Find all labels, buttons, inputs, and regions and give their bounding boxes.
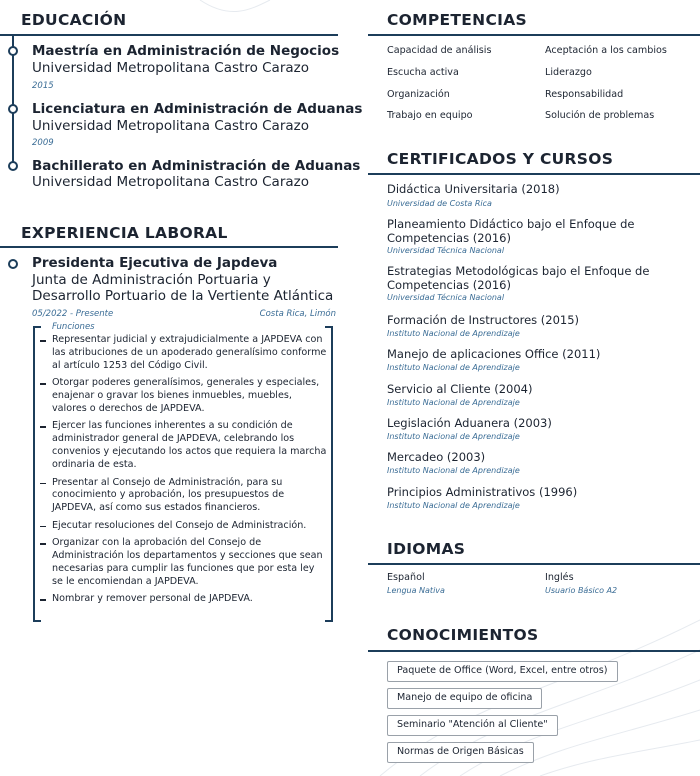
experience-rule [0, 246, 338, 248]
certificates-rule [368, 173, 700, 175]
duties-list [38, 334, 328, 611]
language-level: Lengua Nativa [387, 586, 445, 595]
certificate-title: Formación de Instructores (2015) [387, 313, 580, 327]
skill-item: Trabajo en equipo [387, 110, 473, 121]
duty-item: Ejercer las funciones inherentes a su condición de administrador general de JAPDEVA, celebrando los convenios y ejecutando los actos que requiera la marcha ordinaria de esta. [38, 420, 328, 472]
certificate-title: Servicio al Cliente (2004) [387, 382, 533, 396]
duty-item: Organizar con la aprobación del Consejo de Administración los departamentos y secciones que sean necesarias para cumplir las funciones que por esta ley se le encomiendan a JAPDEVA. [38, 537, 328, 589]
duty-item: Representar judicial y extrajudicialmente a JAPDEVA con las atribuciones de un apoderado generalísimo conforme al artículo 1253 del Código Civil. [38, 334, 328, 373]
skill-item: Aceptación a los cambios [545, 45, 667, 56]
certificate-title: Didáctica Universitaria (2018) [387, 182, 560, 196]
experience-heading: EXPERIENCIA LABORAL [21, 224, 228, 242]
skill-item: Capacidad de análisis [387, 45, 492, 56]
job-title: Presidenta Ejecutiva de Japdeva [32, 255, 278, 271]
education-institution: Universidad Metropolitana Castro Carazo [32, 174, 309, 190]
education-year: 2009 [32, 138, 54, 148]
education-degree: Bachillerato en Administración de Aduanas [32, 158, 361, 174]
duty-item: Ejecutar resoluciones del Consejo de Administración. [38, 520, 328, 533]
certificate-title: Planeamiento Didáctico bajo el Enfoque de Competencias (2016) [387, 217, 635, 245]
knowledge-tag: Paquete de Office (Word, Excel, entre otros) [387, 661, 618, 682]
certificate-institution: Instituto Nacional de Aprendizaje [387, 432, 520, 441]
job-functions-label: Funciones [52, 322, 95, 332]
knowledge-heading: CONOCIMIENTOS [387, 626, 539, 644]
education-year: 2015 [32, 81, 54, 91]
certificates-heading: CERTIFICADOS Y CURSOS [387, 150, 614, 168]
certificate-title: Principios Administrativos (1996) [387, 485, 578, 499]
certificate-title: Legislación Aduanera (2003) [387, 416, 552, 430]
certificate-title: Mercadeo (2003) [387, 450, 486, 464]
duty-item: Otorgar poderes generalísimos, generales y especiales, enajenar o gravar los bienes inmuebles, muebles, valores o derechos de JAPDEVA. [38, 377, 328, 416]
certificate-institution: Universidad de Costa Rica [387, 199, 492, 208]
timeline-dot [8, 104, 18, 114]
certificate-institution: Instituto Nacional de Aprendizaje [387, 329, 520, 338]
skill-item: Organización [387, 89, 450, 100]
education-institution: Universidad Metropolitana Castro Carazo [32, 60, 309, 76]
certificate-title: Manejo de aplicaciones Office (2011) [387, 347, 601, 361]
education-rule [0, 34, 338, 36]
job-period: 05/2022 - Presente [32, 309, 114, 319]
timeline-dot [8, 161, 18, 171]
timeline-dot [8, 46, 18, 56]
skills-heading: COMPETENCIAS [387, 11, 527, 29]
duty-item: Presentar al Consejo de Administración, para su conocimiento y aprobación, los presupuestos de JAPDEVA, así como sus estados financieros. [38, 477, 328, 516]
languages-rule [368, 563, 700, 565]
skill-item: Escucha activa [387, 67, 459, 78]
knowledge-tag: Seminario "Atención al Cliente" [387, 715, 558, 736]
certificate-institution: Universidad Técnica Nacional [387, 246, 505, 255]
certificate-institution: Universidad Técnica Nacional [387, 293, 505, 302]
skills-rule [368, 34, 700, 36]
certificate-title: Estrategias Metodológicas bajo el Enfoque de Competencias (2016) [387, 264, 650, 292]
certificate-institution: Instituto Nacional de Aprendizaje [387, 501, 520, 510]
knowledge-rule [368, 650, 700, 652]
certificate-institution: Instituto Nacional de Aprendizaje [387, 363, 520, 372]
skill-item: Solución de problemas [545, 110, 655, 121]
job-organization: Junta de Administración Portuaria y Desarrollo Portuario de la Vertiente Atlántica [32, 272, 334, 304]
education-degree: Maestría en Administración de Negocios [32, 43, 340, 59]
knowledge-tag: Manejo de equipo de oficina [387, 688, 542, 709]
knowledge-tag: Normas de Origen Básicas [387, 742, 534, 763]
skill-item: Liderazgo [545, 67, 592, 78]
education-degree: Licenciatura en Administración de Aduanas [32, 101, 363, 117]
education-institution: Universidad Metropolitana Castro Carazo [32, 118, 309, 134]
certificate-institution: Instituto Nacional de Aprendizaje [387, 398, 520, 407]
duty-item: Nombrar y remover personal de JAPDEVA. [38, 593, 328, 606]
skill-item: Responsabilidad [545, 89, 624, 100]
language-name: Inglés [545, 572, 574, 583]
certificate-institution: Instituto Nacional de Aprendizaje [387, 466, 520, 475]
education-heading: EDUCACIÓN [21, 11, 127, 29]
job-location: Costa Rica, Limón [259, 309, 336, 319]
timeline-dot [8, 259, 18, 269]
language-name: Español [387, 572, 425, 583]
language-level: Usuario Básico A2 [545, 586, 618, 595]
languages-heading: IDIOMAS [387, 540, 466, 558]
